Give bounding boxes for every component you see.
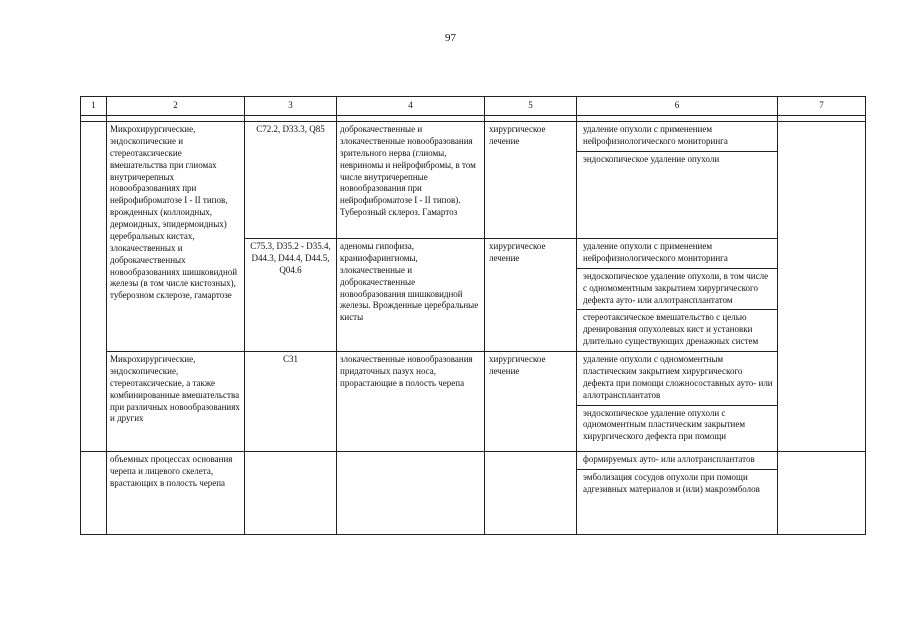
diagnosis-cell <box>337 452 485 535</box>
diagnosis-cell: доброкачественные и злокачественные новообразования зрительного нерва (глиомы, невриномы и нейрофибромы, в том числе внутричерепные новообразования при нейрофиброматозе I - II типов). Туберозный склероз. Гамартоз <box>337 122 485 239</box>
methods-cell <box>577 239 778 352</box>
procedures-table <box>80 96 866 535</box>
treatment-cell: хирургическое лечение <box>485 352 577 452</box>
header-col-7: 7 <box>778 97 866 116</box>
row-number-cell <box>81 452 107 535</box>
treatment-cell <box>485 452 577 535</box>
codes-cell: C72.2, D33.3, Q85 <box>245 122 337 239</box>
header-col-2: 2 <box>107 97 245 116</box>
treatment-cell: хирургическое лечение <box>485 239 577 352</box>
intervention-cell: объемных процессах основания черепа и лицевого скелета, врастающих в полость черепа <box>107 452 245 535</box>
method-item: формируемых ауто- или аллотрансплантатов <box>577 452 777 470</box>
codes-cell: C31 <box>245 352 337 452</box>
method-item: эндоскопическое удаление опухоли <box>583 153 720 164</box>
header-col-5: 5 <box>485 97 577 116</box>
notes-cell <box>778 452 866 535</box>
method-item: эмболизация сосудов опухоли при помощи адгезивных материалов и (или) макроэмболов <box>583 472 760 494</box>
diagnosis-cell: злокачественные новообразования придаточных пазух носа, прорастающие в полость черепа <box>337 352 485 452</box>
codes-cell <box>245 452 337 535</box>
notes-cell <box>778 122 866 452</box>
table-row <box>81 452 866 535</box>
codes-cell: C75.3, D35.2 - D35.4, D44.3, D44.4, D44.5, Q04.6 <box>245 239 337 352</box>
method-item: удаление опухоли с применением нейрофизиологического мониторинга <box>577 239 777 269</box>
methods-cell <box>577 352 778 447</box>
page-number: 97 <box>445 32 456 44</box>
intervention-cell: Микрохирургические, эндоскопические и стереотаксические вмешательства при глиомах внутричерепных новообразованиях при нейрофиброматозе I - II типов, врожденных (коллоидных, дермоидных, эпидермоидных) церебральных кистах, злокачественных и доброкачественных новообразованиях шишковидной железы (в том числе кистозных), туберозном склерозе, гамартозе <box>107 122 245 352</box>
method-item: удаление опухоли с применением нейрофизиологического мониторинга <box>577 122 777 152</box>
table-row <box>81 122 866 239</box>
method-item: эндоскопическое удаление опухоли, в том числе с одномоментным закрытием хирургического дефекта ауто- или аллотрансплантатом <box>577 269 777 311</box>
method-item: удаление опухоли с одномоментным пластическим закрытием хирургического дефекта при помощи сложносоставных ауто- или аллотрансплантатов <box>577 352 777 406</box>
table-row <box>81 352 866 447</box>
header-col-6: 6 <box>577 97 778 116</box>
diagnosis-cell: аденомы гипофиза, краниофарингиомы, злокачественные и доброкачественные новообразования шишковидной железы. Врожденные церебральные кисты <box>337 239 485 352</box>
header-row <box>81 97 866 116</box>
methods-cell <box>577 122 778 239</box>
methods-cell <box>577 452 778 535</box>
header-col-3: 3 <box>245 97 337 116</box>
treatment-cell: хирургическое лечение <box>485 122 577 239</box>
method-item: стереотаксическое вмешательство с целью дренирования опухолевых кист и установки длительно существующих дренажных систем <box>583 312 759 347</box>
header-col-4: 4 <box>337 97 485 116</box>
header-col-1: 1 <box>81 97 107 116</box>
intervention-cell: Микрохирургические, эндоскопические, стереотаксические, а также комбинированные вмешательства при различных новообразованиях и других <box>107 352 245 452</box>
row-number-cell <box>81 122 107 452</box>
method-item: эндоскопическое удаление опухоли с одномоментным пластическим закрытием хирургического дефекта при помощи <box>583 407 746 442</box>
